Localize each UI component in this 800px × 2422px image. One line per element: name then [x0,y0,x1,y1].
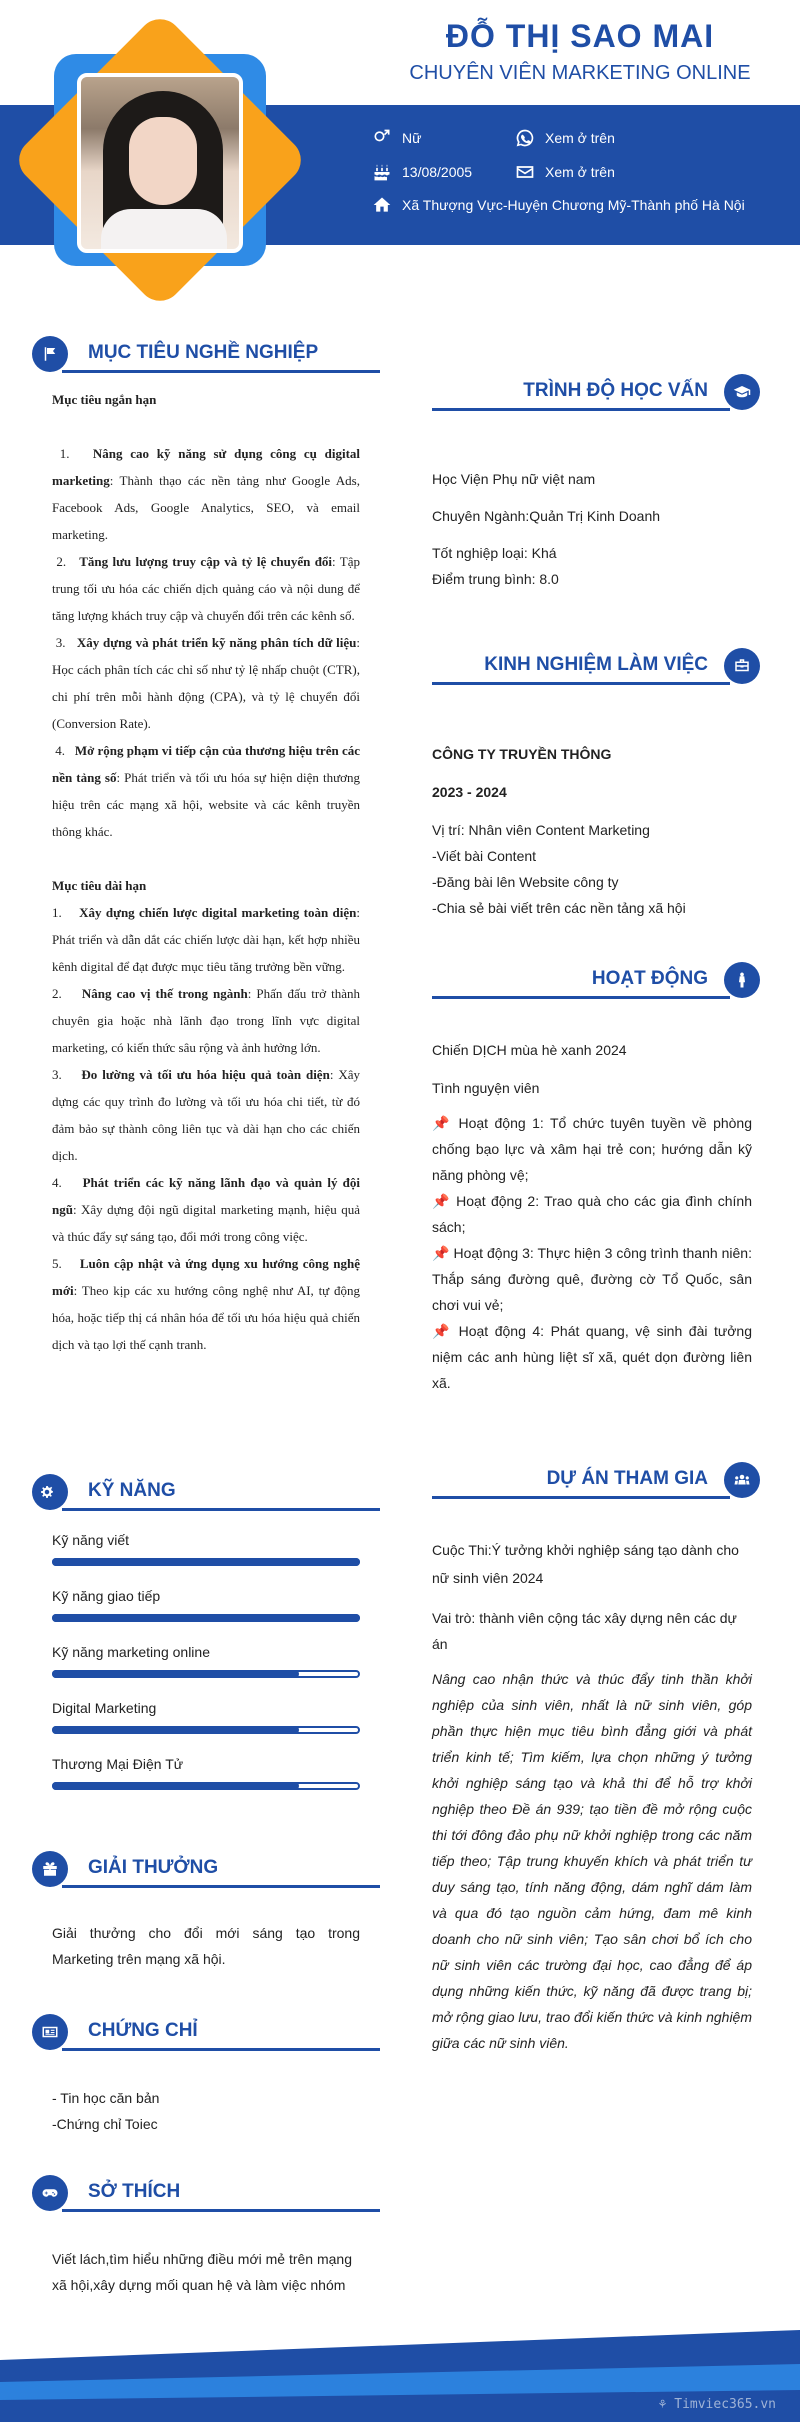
education-major: Chuyên Ngành:Quản Trị Kinh Doanh [432,508,661,524]
section-divider [62,370,380,373]
experience-duty: -Đăng bài lên Website công ty [432,874,619,890]
section-title: KỸ NĂNG [88,1480,176,1501]
skill-bar-fill [52,1782,299,1790]
watermark: ⚘ Timviec365.vn [658,2397,776,2412]
gender-value: Nữ [402,130,422,146]
section-education [432,374,760,414]
skill-item [52,1532,360,1566]
pin-icon: 📌 [432,1115,459,1131]
gender-row [372,128,421,148]
flag-icon [32,336,68,372]
candidate-name: ĐỖ THỊ SAO MAI [445,18,715,54]
short-term-item-2: 2. Tăng lưu lượng truy cập và tỷ lệ chuyển đổi: Tập trung tối ưu hóa các chiến dịch quảng cáo và nội dung để tăng lượng khách truy cập và chuyển đổi trên các kênh số. [52,554,361,623]
pin-icon: 📌 [432,1245,454,1261]
experience-period: 2023 - 2024 [432,784,507,800]
certificate-item: - Tin học căn bản [52,2090,160,2106]
section-projects [432,1462,760,1502]
skill-label: Kỹ năng marketing online [52,1644,210,1660]
skill-bar-fill [52,1670,299,1678]
experience-duty: -Viết bài Content [432,848,537,864]
skill-bar-fill [52,1558,360,1566]
section-title: GIẢI THƯỞNG [88,1857,219,1878]
short-term-item-1: 1. Nâng cao kỹ năng sử dụng công cụ digital marketing: Thành thạo các nền tảng như Google Ads, Facebook Ads, Google Analytics, SEO, và email marketing. [52,446,361,542]
phone-value: Xem ở trên [545,130,615,146]
watermark-icon: ⚘ [658,2397,675,2412]
address-value: Xã Thượng Vực-Huyện Chương Mỹ-Thành phố Hà Nội [402,197,745,213]
avatar [77,73,243,253]
long-term-item-1: 1. Xây dựng chiến lược digital marketing toàn diện: Phát triển và dẫn dắt các chiến lược dài hạn, kết hợp nhiều kênh digital để đạt được mục tiêu tăng trưởng bền vững. [52,905,360,974]
gamepad-icon [32,2175,68,2211]
section-divider [62,2209,380,2212]
section-divider [62,1885,380,1888]
skill-item [52,1588,360,1622]
gift-icon [32,1851,68,1887]
section-divider [432,996,730,999]
education-school: Học Viện Phụ nữ việt nam [432,471,596,487]
skill-item [52,1644,360,1678]
activity-item: 📌 Hoạt động 2: Trao quà cho các gia đình chính sách; [432,1193,753,1235]
pin-icon: 📌 [432,1193,457,1209]
projects-contest: Cuộc Thi:Ý tưởng khởi nghiệp sáng tạo dành cho nữ sinh viên 2024 [432,1542,739,1586]
birthday-row [372,162,472,182]
section-divider [432,1496,730,1499]
gears-icon [32,1474,68,1510]
awards-text: Giải thưởng cho đổi mới sáng tạo trong Marketing trên mạng xã hội. [52,1925,360,1967]
section-divider [62,2048,380,2051]
skill-bar [52,1558,360,1566]
objective-body [52,386,360,1358]
section-title: CHỨNG CHỈ [88,2020,198,2041]
projects-description: Nâng cao nhận thức và thúc đẩy tinh thần khởi nghiệp của sinh viên, nhất là nữ sinh viên, góp phần thực hiện mục tiêu bình đẳng giới và phát triển kinh tế; Tìm kiếm, lựa chọn những ý tưởng khởi nghiệp sáng tạo và khả thi để hỗ trợ khởi nghiệp theo Đề án 939; tạo tiền đề mở rộng cuộc thi tới đông đảo phụ nữ khởi nghiệp trong các năm tiếp theo; Tập trung khuyến khích và phát triển tư duy sáng tạo, tính năng động, dám nghĩ dám làm và qua đó tạo nguồn cảm hứng, đam mê kinh doanh cho nữ sinh viên; Tạo sân chơi bổ ích cho nữ sinh viên các trường đại học, cao đẳng để áp dụng những kiến thức, kỹ năng đã được trang bị; mở rộng giao lưu, trao đổi kiến thức và kinh nghiệm giữa các nữ sinh viên. [432,1671,752,2051]
birthday-value: 13/08/2005 [402,164,473,180]
section-experience [432,648,760,688]
section-divider [432,408,730,411]
skill-label: Digital Marketing [52,1700,157,1716]
skill-bar-fill [52,1614,360,1622]
section-title: SỞ THÍCH [88,2181,181,2202]
activities-role: Tình nguyện viên [432,1080,540,1096]
briefcase-icon [724,648,760,684]
section-objective [32,336,380,376]
users-icon [724,1462,760,1498]
email-row [515,162,615,182]
home-icon [372,195,392,215]
skill-bar [52,1614,360,1622]
short-term-item-3: 3. Xây dựng và phát triển kỹ năng phân tích dữ liệu: Học cách phân tích các chỉ số như tỷ lệ nhấp chuột (CTR), chi phí trên mỗi hành động (CPA), và tỷ lệ chuyển đổi (Conversion Rate). [52,635,361,731]
envelope-icon [515,162,535,182]
skill-label: Thương Mại Điện Tử [52,1756,184,1772]
long-term-title: Mục tiêu dài hạn [52,878,147,893]
section-skills [32,1474,380,1514]
gender-icon [372,128,392,148]
pin-icon: 📌 [432,1323,459,1339]
activities-campaign: Chiến DỊCH mùa hè xanh 2024 [432,1042,627,1058]
birthday-cake-icon [372,162,392,182]
section-awards [32,1851,380,1891]
section-title: MỤC TIÊU NGHỀ NGHIỆP [88,342,319,363]
section-certificates [32,2014,380,2054]
short-term-item-4: 4. Mở rộng phạm vi tiếp cận của thương hiệu trên các nền tảng số: Phát triển và tối ưu hóa sự hiện diện thương hiệu trên các mạng xã hội, website và các kênh truyền thông khác. [52,743,361,839]
activity-item: 📌 Hoạt động 1: Tổ chức tuyên tuyền về phòng chống bạo lực và xâm hại trẻ con; hướng dẫn kỹ năng phòng vệ; [432,1115,752,1183]
section-hobbies [32,2175,380,2215]
long-term-item-2: 2. Nâng cao vị thế trong ngành: Phấn đấu trở thành chuyên gia hoặc nhà lãnh đạo trong lĩnh vực digital marketing, có kiến thức sâu rộng và ảnh hưởng lớn. [52,986,360,1055]
hobbies-text: Viết lách,tìm hiểu những điều mới mẻ trên mạng xã hội,xây dựng mối quan hệ và làm việc nhóm [52,2251,353,2293]
skill-bar [52,1782,360,1790]
address-row [372,195,745,215]
section-divider [62,1508,380,1511]
candidate-role: CHUYÊN VIÊN MARKETING ONLINE [409,62,751,84]
projects-role: Vai trò: thành viên cộng tác xây dựng nên các dự án [432,1610,737,1652]
skill-bar [52,1726,360,1734]
skill-item [52,1700,360,1734]
graduation-cap-icon [724,374,760,410]
skill-bar [52,1670,360,1678]
activity-item: 📌 Hoạt động 3: Thực hiện 3 công trình thanh niên: Thắp sáng đường quê, đường cờ Tổ Quốc, sân chơi vui vẻ; [432,1245,752,1313]
experience-company: CÔNG TY TRUYỀN THÔNG [432,746,612,762]
section-title: KINH NGHIỆM LÀM VIỆC [484,654,708,675]
section-title: HOẠT ĐỘNG [591,968,708,989]
section-title: DỰ ÁN THAM GIA [546,1468,708,1489]
email-value: Xem ở trên [545,164,615,180]
id-card-icon [32,2014,68,2050]
section-divider [432,682,730,685]
experience-duty: -Chia sẻ bài viết trên các nền tảng xã hội [432,900,686,916]
activity-item: 📌 Hoạt động 4: Phát quang, vệ sinh đài tưởng niệm các anh hùng liệt sĩ xã, quét dọn đường liên xã. [432,1323,753,1391]
education-rank: Tốt nghiệp loại: Khá [432,545,557,561]
skill-label: Kỹ năng viết [52,1532,130,1548]
person-icon [724,962,760,998]
experience-position: Vị trí: Nhân viên Content Marketing [432,822,650,838]
long-term-item-5: 5. Luôn cập nhật và ứng dụng xu hướng công nghệ mới: Theo kịp các xu hướng công nghệ như AI, tự động hóa, hoặc tiếp thị cá nhân hóa để tối ưu hóa hiệu quả chiến dịch và tạo lợi thế cạnh tranh. [52,1256,361,1352]
education-gpa: Điểm trung bình: 8.0 [432,571,559,587]
long-term-item-3: 3. Đo lường và tối ưu hóa hiệu quả toàn diện: Xây dựng các quy trình đo lường và tối ưu hóa chi tiết, từ đó đảm bảo sự thành công liên tục và dài hạn cho các chiến dịch. [52,1067,360,1163]
skill-item [52,1756,360,1790]
avatar-frame [40,40,280,280]
skill-bar-fill [52,1726,299,1734]
certificates-list [52,2085,360,2137]
short-term-title: Mục tiêu ngắn hạn [52,392,157,407]
certificate-item: -Chứng chỉ Toiec [52,2116,158,2132]
section-title: TRÌNH ĐỘ HỌC VẤN [523,380,708,401]
skill-label: Kỹ năng giao tiếp [52,1588,161,1604]
activities-list [432,1110,752,1396]
phone-row [515,128,615,148]
long-term-item-4: 4. Phát triển các kỹ năng lãnh đạo và quản lý đội ngũ: Xây dựng đội ngũ digital marketing mạnh, hiệu quả và thúc đẩy sự sáng tạo, đổi mới trong công việc. [52,1175,361,1244]
phone-icon [515,128,535,148]
section-activities [432,962,760,1002]
